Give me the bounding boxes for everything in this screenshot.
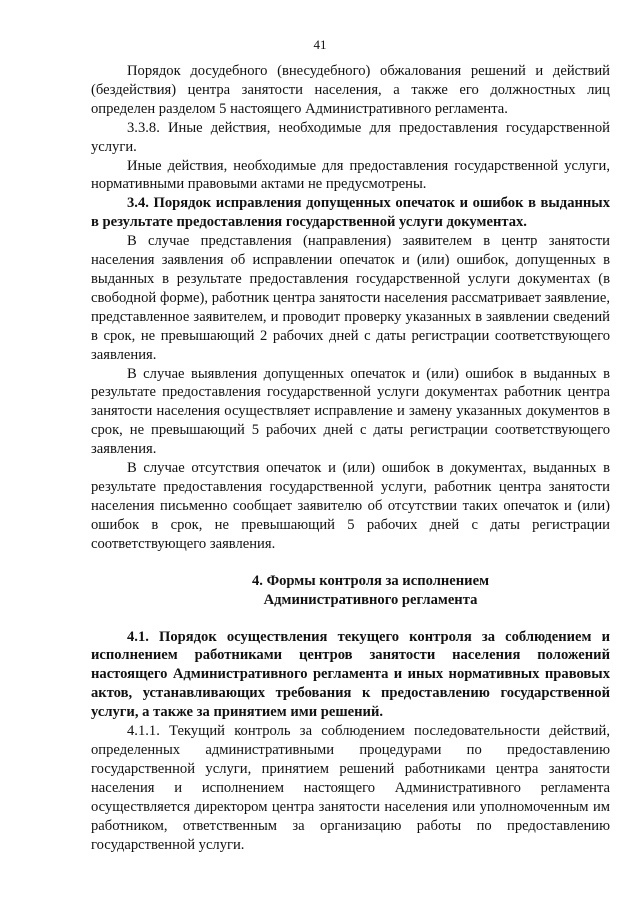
section-4-heading-line2: Административного регламента <box>263 591 478 608</box>
section-4-heading-line1: 4. Формы контроля за исполнением <box>251 572 490 589</box>
paragraph-4-1-heading: 4.1. Порядок осуществления текущего контроля за соблюдением и исполнением работниками центров занятости населения положений настоящего Административного регламента и иных нормативных правовых актов, устанавливающих требования к предоставлению государственной услуги, а также за принятием ими решений. <box>91 628 610 721</box>
paragraph-correction-request: В случае представления (направления) заявителем в центр занятости населения заявления об исправлении опечаток и (или) ошибок, допущенных в выданных в результате предоставления государственной услуги документах (в свободной форме), работник центра занятости населения рассматривает заявление, представленное заявителем, и проводит проверку указанных в заявлении сведений в срок, не превышающий 2 рабочих дней с даты регистрации соответствующего заявления. <box>91 233 610 363</box>
spacer <box>91 554 610 572</box>
page-number: 41 <box>313 37 327 52</box>
paragraph-errors-found: В случае выявления допущенных опечаток и (или) ошибок в выданных в результате предоставления государственной услуги документах работник центра занятости населения осуществляет исправление и замену указанных документов в срок, не превышающий 5 рабочих дней с даты регистрации соответствующего заявления. <box>91 365 610 458</box>
paragraph-appeal-procedure: Порядок досудебного (внесудебного) обжалования решений и действий (бездействия) центра занятости населения, а также его должностных лиц определен разделом 5 настоящего Административного регламента. <box>91 63 610 117</box>
paragraph-other-actions: Иные действия, необходимые для предоставления государственной услуги, нормативными правовыми актами не предусмотрены. <box>91 157 610 193</box>
paragraph-4-1-1: 4.1.1. Текущий контроль за соблюдением последовательности действий, определенных административными процедурами по предоставлению государственной услуги, принятием решений работниками центра занятости населения и исполнением настоящего Административного регламента осуществляется директором центра занятости населения или уполномоченным им работником, ответственным за организацию работы по предоставлению государственной услуги. <box>91 723 610 853</box>
paragraph-3-3-8: 3.3.8. Иные действия, необходимые для предоставления государственной услуги. <box>91 119 610 155</box>
paragraph-no-errors: В случае отсутствия опечаток и (или) ошибок в документах, выданных в результате предоставления государственной услуги, работник центра занятости населения письменно сообщает заявителю об отсутствии таких опечаток и (или) ошибок в срок, не превышающий 5 рабочих дней с даты регистрации соответствующего заявления. <box>91 460 610 552</box>
spacer <box>91 610 610 628</box>
document-body <box>91 62 610 854</box>
paragraph-3-4-heading: 3.4. Порядок исправления допущенных опечаток и ошибок в выданных в результате предоставления государственной услуги документах. <box>91 195 610 231</box>
